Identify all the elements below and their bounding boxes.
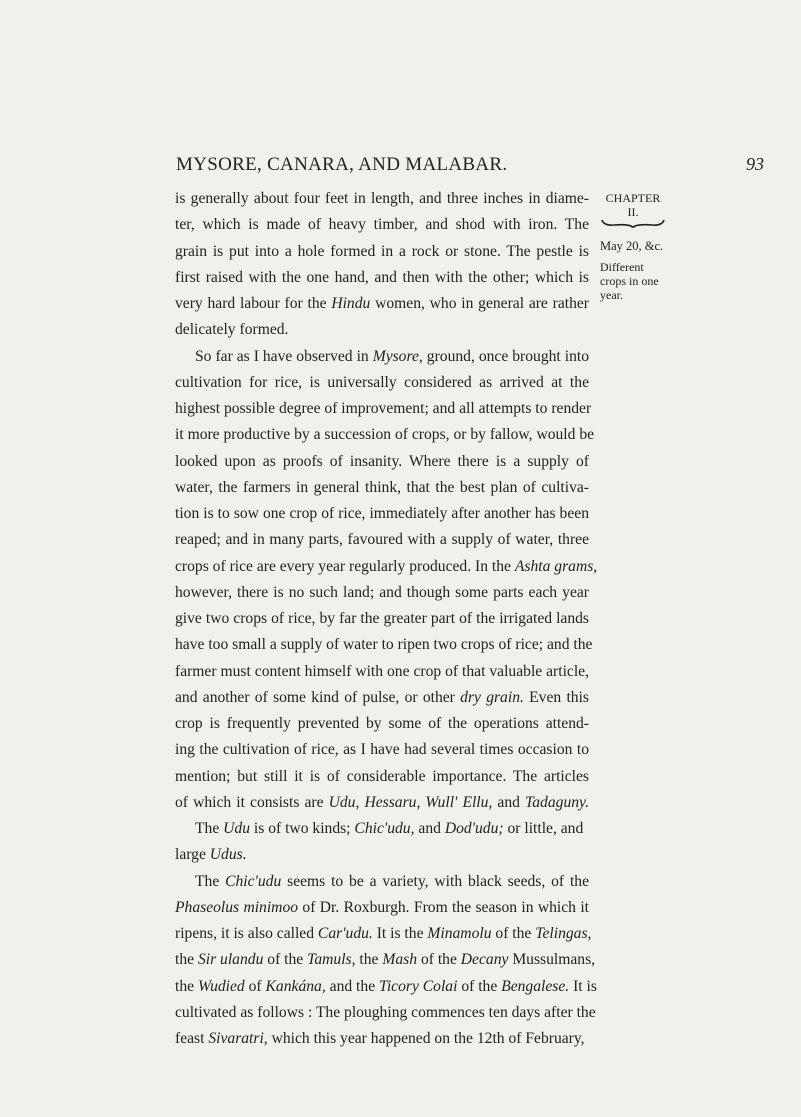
text-line: looked upon as proofs of insanity. Where there is a supply of <box>175 452 589 470</box>
text-line: The Udu is of two kinds; Chic'udu, and Dod'udu; or little, and <box>195 820 584 837</box>
text-line: farmer must content himself with one crop of that valuable article, <box>175 662 589 680</box>
margin-note-line: year. <box>600 288 623 302</box>
text-line: crops of rice are every year regularly produced. In the Ashta grams, <box>175 557 598 575</box>
brace-ornament-icon <box>600 219 666 229</box>
italic-term: Mysore, <box>372 347 423 365</box>
text-line: ripens, it is also called Car'udu. It is the Minamolu of the Telingas, <box>175 925 592 942</box>
text-line: large Udus. <box>175 846 247 864</box>
page-number: 93 <box>746 154 764 174</box>
italic-term: Chic'udu <box>225 872 282 890</box>
text-line: feast Sivaratri, which this year happened on the 12th of February, <box>175 1030 585 1047</box>
text-line: and another of some kind of pulse, or other dry grain. Even this <box>175 688 589 706</box>
italic-term: Phaseolus minimoo <box>175 898 299 916</box>
italic-term: dry grain. <box>460 688 524 706</box>
italic-term: Telingas, <box>535 925 592 942</box>
text-line: of which it consists are Udu, Hessaru, Wull' Ellu, and Tadaguny. <box>175 793 589 811</box>
margin-note-line: Different <box>600 260 644 274</box>
italic-term: Car'udu. <box>317 925 373 942</box>
text-line: cultivation for rice, is universally considered as arrived at the <box>175 373 589 391</box>
chapter-number: II. <box>627 205 639 219</box>
italic-term: Ticory Colai <box>379 977 458 995</box>
text-line: however, there is no such land; and though some parts each year <box>175 583 589 601</box>
italic-term: Udu, Hessaru, Wull' Ellu, <box>328 793 493 811</box>
text-line: have too small a supply of water to ripen two crops of rice; and the <box>175 636 593 654</box>
italic-term: Udus. <box>209 846 247 864</box>
text-line: ter, which is made of heavy timber, and shod with iron. The <box>175 216 589 234</box>
margin-note-date: May 20, &c. <box>600 239 664 253</box>
text-line: Phaseolus minimoo of Dr. Roxburgh. From the season in which it <box>175 898 589 916</box>
text-line: mention; but still it is of considerable importance. The articles <box>175 767 589 785</box>
chapter-label: CHAPTER <box>605 191 661 205</box>
italic-term: Mash <box>382 951 418 969</box>
text-line: grain is put into a hole formed in a rock or stone. The pestle is <box>175 242 589 260</box>
text-line: is generally about four feet in length, and three inches in diame- <box>175 190 589 207</box>
text-line: give two crops of rice, by far the greater part of the irrigated lands <box>175 610 589 627</box>
text-line: So far as I have observed in Mysore, ground, once brought into <box>195 347 590 365</box>
text-line: crop is frequently prevented by some of the operations attend- <box>175 715 589 732</box>
italic-term: Dod'udu; <box>444 820 504 837</box>
italic-term: Sivaratri, <box>208 1030 268 1047</box>
italic-term: Tadaguny. <box>525 793 589 811</box>
italic-term: Chic'udu, <box>354 820 415 837</box>
italic-term: Kankána, <box>265 977 326 995</box>
running-head: MYSORE, CANARA, AND MALABAR. <box>176 154 508 175</box>
text-line: ing the cultivation of rice, as I have had several times occasion to <box>175 741 589 759</box>
italic-term: Decany <box>460 951 509 969</box>
text-line: the Sir ulandu of the Tamuls, the Mash of the Decany Mussulmans, <box>175 951 596 969</box>
italic-term: Bengalese. <box>501 977 570 995</box>
text-line: it more productive by a succession of crops, or by fallow, would be <box>175 426 595 444</box>
italic-term: Tamuls, <box>307 951 356 969</box>
italic-term: Udu <box>223 820 251 837</box>
text-line: The Chic'udu seems to be a variety, with black seeds, of the <box>195 872 589 890</box>
text-line: cultivated as follows : The ploughing commences ten days after the <box>175 1003 596 1021</box>
text-line: delicately formed. <box>175 321 289 339</box>
margin-note-crops <box>600 260 680 302</box>
text-line: very hard labour for the Hindu women, who in general are rather <box>175 295 589 312</box>
text-line: tion is to sow one crop of rice, immediately after another has been <box>175 505 589 522</box>
margin-note-chapter <box>600 191 680 229</box>
page-header <box>60 154 764 178</box>
text-line: first raised with the one hand, and then with the other; which is <box>175 268 589 286</box>
body-text <box>175 186 598 1052</box>
italic-term: Wudied <box>197 977 245 995</box>
text-line: water, the farmers in general think, that the best plan of cultiva- <box>175 478 589 496</box>
italic-term: Minamolu <box>427 925 492 942</box>
italic-term: Hindu <box>331 295 371 312</box>
italic-term: Sir ulandu <box>197 951 264 969</box>
text-line: reaped; and in many parts, favoured with a supply of water, three <box>175 531 589 549</box>
text-line: the Wudied of Kankána, and the Ticory Colai of the Bengalese. It is <box>175 977 597 995</box>
italic-term: Ashta grams, <box>514 557 598 575</box>
text-line: highest possible degree of improvement; and all attempts to render <box>175 400 592 417</box>
margin-note-line: crops in one <box>600 274 659 288</box>
